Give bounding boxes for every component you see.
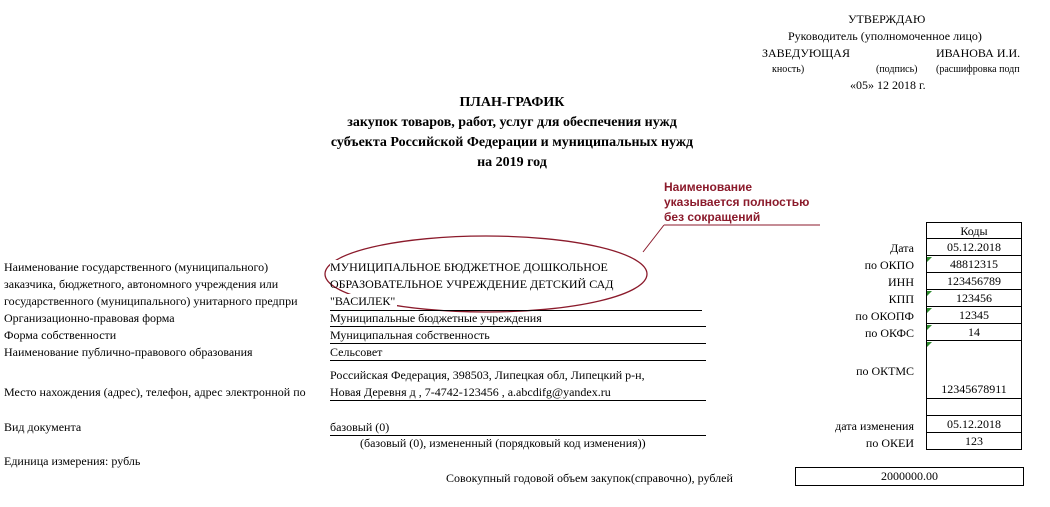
- decode-caption: (расшифровка подп: [936, 64, 1020, 75]
- date-code-value: 05.12.2018: [926, 239, 1022, 256]
- name-label-3: государственного (муниципального) унитарного предпри: [4, 294, 298, 308]
- org-form-label: Организационно-правовая форма: [4, 311, 175, 325]
- public-entity-value: Сельсовет: [330, 345, 383, 359]
- inn-value: 123456789: [926, 273, 1022, 290]
- inn-label: ИНН: [888, 275, 914, 289]
- okpo-label: по ОКПО: [864, 258, 914, 272]
- doc-type-label: Вид документа: [4, 420, 82, 434]
- okei-value: 123: [926, 433, 1022, 450]
- ownership-label: Форма собственности: [4, 328, 117, 342]
- ownership-underline: [330, 343, 706, 344]
- doc-type-caption: (базовый (0), измененный (порядковый код изменения)): [360, 436, 646, 450]
- doc-year: на 2019 год: [477, 155, 547, 170]
- annotation-line-1: Наименование: [664, 180, 753, 194]
- total-value: 2000000.00: [795, 467, 1024, 486]
- head-name: ИВАНОВА И.И.: [936, 46, 1021, 60]
- org-form-underline: [330, 326, 706, 327]
- public-entity-label: Наименование публично-правового образования: [4, 345, 253, 359]
- location-label: Место нахождения (адрес), телефон, адрес электронной по: [4, 385, 306, 399]
- empty-code-cell: [926, 399, 1022, 416]
- doc-subtitle-1: закупок товаров, работ, услуг для обеспечения нужд: [347, 115, 677, 130]
- okpo-value: 48812315: [926, 256, 1022, 273]
- approve-label: УТВЕРЖДАЮ: [848, 12, 926, 26]
- okopf-label: по ОКОПФ: [855, 309, 914, 323]
- oktmo-label: по ОКТМС: [856, 364, 914, 378]
- approval-date: «05» 12 2018 г.: [850, 78, 926, 92]
- codes-header: Коды: [926, 222, 1022, 239]
- doc-type-underline: [330, 435, 706, 436]
- annotation-line-2: указывается полностью: [664, 195, 810, 209]
- name-underline: [330, 310, 702, 311]
- okfs-label: по ОКФС: [864, 326, 914, 340]
- public-entity-underline: [330, 360, 706, 361]
- customer-name-1: МУНИЦИПАЛЬНОЕ БЮДЖЕТНОЕ ДОШКОЛЬНОЕ: [330, 260, 608, 274]
- change-date-value: 05.12.2018: [926, 416, 1022, 433]
- address-underline: [330, 400, 706, 401]
- total-label: Совокупный годовой объем закупок(справочно), рублей: [446, 471, 733, 485]
- customer-name-2: ОБРАЗОВАТЕЛЬНОЕ УЧРЕЖДЕНИЕ ДЕТСКИЙ САД: [330, 277, 614, 291]
- position-caption: кность): [772, 64, 805, 75]
- change-date-label: дата изменения: [835, 419, 914, 433]
- name-label-1: Наименование государственного (муниципального): [4, 260, 269, 274]
- annotation-line-3: без сокращений: [664, 210, 761, 224]
- okopf-value: 12345: [926, 307, 1022, 324]
- doc-subtitle-2: субъекта Российской Федерации и муниципальных нужд: [330, 135, 694, 150]
- kpp-value: 123456: [926, 290, 1022, 307]
- okfs-value: 14: [926, 324, 1022, 341]
- ownership-value: Муниципальная собственность: [330, 328, 490, 342]
- comment-marker: [927, 342, 932, 347]
- customer-name-3: "ВАСИЛЕК": [330, 294, 396, 308]
- address-line-2: Новая Деревня д , 7-4742-123456 , a.abcdifg@yandex.ru: [330, 385, 611, 399]
- head-label: Руководитель (уполномоченное лицо): [788, 29, 982, 43]
- comment-marker: [927, 257, 932, 262]
- signature-caption: (подпись): [876, 64, 918, 75]
- comment-marker: [927, 308, 932, 313]
- doc-type-value: базовый (0): [330, 420, 390, 434]
- address-line-1: Российская Федерация, 398503, Липецкая обл, Липецкий р-н,: [330, 368, 645, 382]
- kpp-label: КПП: [888, 292, 914, 306]
- doc-title: ПЛАН-ГРАФИК: [459, 95, 565, 110]
- oktmo-value: 12345678911: [926, 341, 1022, 399]
- comment-marker: [927, 325, 932, 330]
- name-label-2: заказчика, бюджетного, автономного учреждения или: [4, 277, 279, 291]
- unit-label: Единица измерения: рубль: [4, 454, 141, 468]
- comment-marker: [927, 291, 932, 296]
- date-code-label: Дата: [890, 241, 914, 255]
- okei-label: по ОКЕИ: [865, 436, 914, 450]
- head-position: ЗАВЕДУЮЩАЯ: [762, 46, 850, 60]
- org-form-value: Муниципальные бюджетные учреждения: [330, 311, 542, 325]
